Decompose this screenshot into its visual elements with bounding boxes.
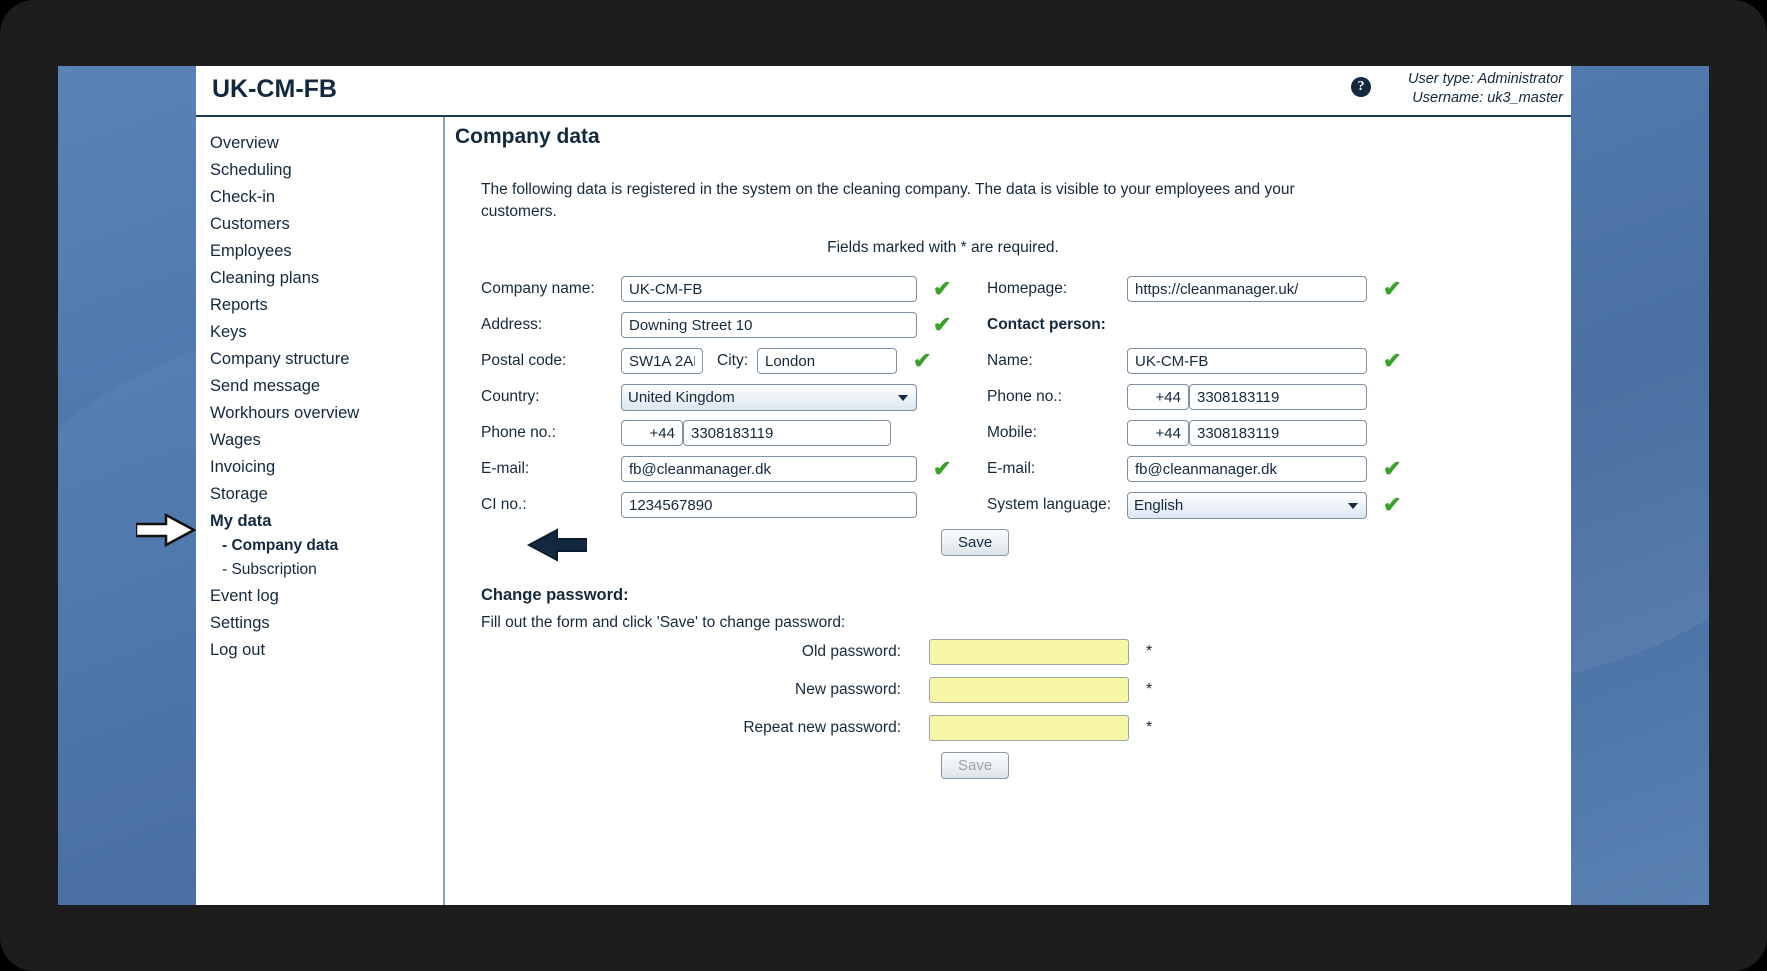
postal-code-label: Postal code:: [481, 352, 567, 369]
system-language-label: System language:: [987, 496, 1112, 513]
company-name-label: Company name:: [481, 280, 595, 297]
city-input[interactable]: [757, 348, 897, 374]
required-marker: *: [1146, 643, 1153, 660]
password-row-repeat: [481, 710, 1571, 746]
required-fields-note: Fields marked with * are required.: [827, 239, 1059, 256]
sidebar-item-event-log[interactable]: Event log: [210, 586, 279, 605]
sidebar-item-reports[interactable]: Reports: [210, 295, 268, 314]
sidebar-item-cleaning-plans[interactable]: Cleaning plans: [210, 268, 320, 287]
mobile-label: Mobile:: [987, 424, 1037, 441]
user-info: [1408, 70, 1563, 108]
address-input[interactable]: [621, 312, 917, 338]
contact-person-label: Contact person:: [987, 316, 1106, 333]
change-password-title: Change password:: [481, 586, 629, 604]
password-row-new: [481, 672, 1571, 708]
valid-check-icon: ✔: [933, 312, 952, 337]
valid-check-icon: ✔: [1383, 492, 1402, 517]
required-marker: *: [1146, 681, 1153, 698]
country-select-wrap: [621, 384, 917, 411]
app-body: [196, 117, 1571, 905]
required-marker: *: [1146, 719, 1153, 736]
sidebar-item-send-message[interactable]: Send message: [210, 376, 321, 395]
old-password-input[interactable]: [929, 639, 1129, 665]
contact-name-label: Name:: [987, 352, 1033, 369]
contact-phone-prefix-input[interactable]: [1127, 384, 1189, 410]
sidebar-item-workhours-overview[interactable]: Workhours overview: [210, 403, 360, 422]
valid-check-icon: ✔: [1383, 456, 1402, 481]
old-password-label: Old password:: [801, 643, 901, 660]
sidebar-item-company-structure[interactable]: Company structure: [210, 349, 350, 368]
company-data-form: [445, 271, 1571, 556]
new-password-label: New password:: [795, 681, 901, 698]
ci-no-input[interactable]: [621, 492, 917, 518]
valid-check-icon: ✔: [913, 348, 932, 373]
form-row-address: [481, 307, 1571, 343]
sidebar-item-storage[interactable]: Storage: [210, 484, 268, 503]
sidebar-item-wages[interactable]: Wages: [210, 430, 261, 449]
country-label: Country:: [481, 388, 540, 405]
system-language-select-wrap: [1127, 492, 1367, 519]
change-password-section: [445, 586, 1571, 779]
form-row-company-name: [481, 271, 1571, 307]
app-header: [196, 66, 1571, 117]
system-language-select[interactable]: [1127, 492, 1367, 519]
country-select[interactable]: [621, 384, 917, 411]
valid-check-icon: ✔: [933, 276, 952, 301]
change-password-subtitle: Fill out the form and click 'Save' to change password:: [481, 614, 846, 631]
help-icon[interactable]: ?: [1351, 77, 1371, 97]
application-window: [196, 66, 1571, 905]
sidebar-item-my-data[interactable]: My data: [210, 511, 272, 530]
save-row: [481, 529, 1571, 556]
valid-check-icon: ✔: [933, 456, 952, 481]
page-title: Company data: [455, 125, 600, 148]
contact-email-input[interactable]: [1127, 456, 1367, 482]
city-label: City:: [717, 352, 748, 369]
postal-code-input[interactable]: [621, 348, 703, 374]
homepage-label: Homepage:: [987, 280, 1068, 297]
company-name-input[interactable]: [621, 276, 917, 302]
email-input[interactable]: [621, 456, 917, 482]
phone-input[interactable]: [683, 420, 891, 446]
phone-label: Phone no.:: [481, 424, 556, 441]
sidebar-item-scheduling[interactable]: Scheduling: [210, 160, 292, 179]
contact-phone-label: Phone no.:: [987, 388, 1062, 405]
address-label: Address:: [481, 316, 543, 333]
sidebar-item-subscription[interactable]: - Subscription: [222, 561, 317, 578]
form-row-postal-city: [481, 343, 1571, 379]
sidebar-item-company-data[interactable]: - Company data: [222, 537, 339, 554]
sidebar: [196, 117, 445, 905]
phone-prefix-input[interactable]: [621, 420, 683, 446]
sidebar-item-invoicing[interactable]: Invoicing: [210, 457, 276, 476]
repeat-password-input[interactable]: [929, 715, 1129, 741]
sidebar-item-check-in[interactable]: Check-in: [210, 187, 276, 206]
user-type-text: User type: Administrator: [1408, 71, 1563, 87]
new-password-input[interactable]: [929, 677, 1129, 703]
contact-name-input[interactable]: [1127, 348, 1367, 374]
password-save-row: [481, 752, 1571, 779]
valid-check-icon: ✔: [1383, 276, 1402, 301]
email-label: E-mail:: [481, 460, 530, 477]
ci-no-label: CI no.:: [481, 496, 527, 513]
sidebar-item-customers[interactable]: Customers: [210, 214, 290, 233]
username-text: Username: uk3_master: [1412, 90, 1563, 106]
mobile-prefix-input[interactable]: [1127, 420, 1189, 446]
sidebar-item-employees[interactable]: Employees: [210, 241, 292, 260]
content-area: [445, 117, 1571, 905]
form-row-country: [481, 379, 1571, 415]
valid-check-icon: ✔: [1383, 348, 1402, 373]
page-company-title: UK-CM-FB: [212, 75, 337, 103]
sidebar-item-keys[interactable]: Keys: [210, 322, 247, 341]
sidebar-item-overview[interactable]: Overview: [210, 133, 279, 152]
homepage-input[interactable]: [1127, 276, 1367, 302]
contact-phone-input[interactable]: [1189, 384, 1367, 410]
contact-email-label: E-mail:: [987, 460, 1036, 477]
intro-text: The following data is registered in the system on the cleaning company. The data is visible to your employees and your customers.: [481, 181, 1295, 220]
password-row-old: [481, 634, 1571, 670]
password-save-button[interactable]: Save: [941, 752, 1009, 779]
sidebar-item-settings[interactable]: Settings: [210, 613, 270, 632]
form-row-ci-language: [481, 487, 1571, 523]
form-row-phone: [481, 415, 1571, 451]
form-row-email: [481, 451, 1571, 487]
sidebar-item-log-out[interactable]: Log out: [210, 640, 266, 659]
save-button[interactable]: Save: [941, 529, 1009, 556]
repeat-password-label: Repeat new password:: [743, 719, 901, 736]
mobile-input[interactable]: [1189, 420, 1367, 446]
